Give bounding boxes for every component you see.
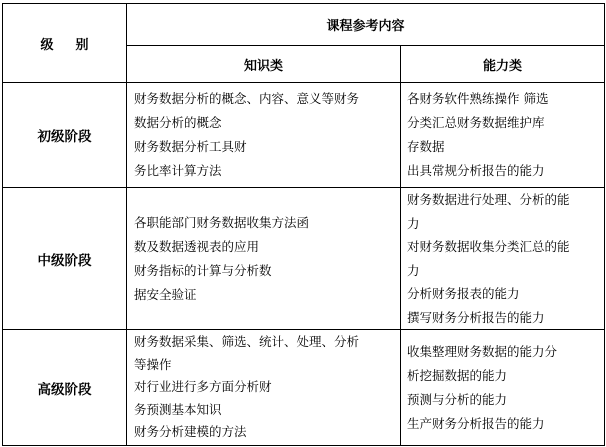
ability-cell-beginner <box>401 83 605 188</box>
course-reference-header: 课程参考内容 <box>127 4 605 46</box>
knowledge-cell-intermediate <box>127 188 401 330</box>
ability-line: 力 <box>407 215 420 231</box>
ability-line: 预测与分析的能力 <box>407 391 508 407</box>
table-row <box>3 83 605 188</box>
course-content-table <box>2 3 605 446</box>
knowledge-line: 据安全验证 <box>134 286 197 302</box>
ability-line: 分析财务报表的能力 <box>407 286 520 301</box>
knowledge-line: 数据分析的概念 <box>134 115 222 130</box>
level-name-beginner: 初级阶段 <box>3 83 127 188</box>
level-name-intermediate: 中级阶段 <box>3 188 127 330</box>
knowledge-line: 务比率计算方法 <box>134 163 222 178</box>
ability-cell-intermediate <box>401 188 605 330</box>
table-row <box>3 188 605 330</box>
ability-line: 分类汇总财务数据维护库 <box>407 115 545 130</box>
ability-header: 能力类 <box>401 46 605 83</box>
knowledge-line: 务预测基本知识 <box>134 401 222 417</box>
knowledge-line: 等操作 <box>134 356 172 372</box>
header-row-top <box>3 4 605 46</box>
ability-line: 存数据 <box>407 139 445 154</box>
ability-line: 收集整理财务数据的能力分 <box>407 343 558 359</box>
knowledge-line: 财务数据采集、筛选、统计、处理、分析 <box>134 334 360 350</box>
ability-line: 析挖掘数据的能力 <box>407 367 508 383</box>
ability-line: 对财务数据收集分类汇总的能 <box>407 239 570 254</box>
knowledge-line: 财务数据分析工具财 <box>134 139 247 154</box>
knowledge-cell-beginner <box>127 83 401 188</box>
knowledge-line: 财务数据分析的概念、内容、意义等财务 <box>134 91 360 106</box>
level-header-char-2: 别 <box>75 37 89 53</box>
ability-cell-advanced <box>401 330 605 446</box>
knowledge-line: 财务指标的计算与分析数 <box>134 262 272 278</box>
ability-line: 力 <box>407 262 420 278</box>
level-header-char-1: 级 <box>40 37 54 53</box>
knowledge-header: 知识类 <box>127 46 401 83</box>
ability-line: 财务数据进行处理、分析的能 <box>407 192 570 207</box>
table-row <box>3 330 605 446</box>
knowledge-cell-advanced <box>127 330 401 446</box>
knowledge-line: 对行业进行多方面分析财 <box>134 379 272 395</box>
level-header-cell <box>3 4 127 83</box>
ability-line: 撰写财务分析报告的能力 <box>407 309 545 325</box>
knowledge-line: 财务分析建模的方法 <box>134 424 247 440</box>
ability-line: 出具常规分析报告的能力 <box>407 163 545 178</box>
ability-line: 各财务软件熟练操作 筛选 <box>407 91 549 106</box>
knowledge-line: 数及数据透视表的应用 <box>134 238 260 254</box>
level-name-advanced: 高级阶段 <box>3 330 127 446</box>
ability-line: 生产财务分析报告的能力 <box>407 415 545 431</box>
knowledge-line: 各职能部门财务数据收集方法函 <box>134 214 310 230</box>
